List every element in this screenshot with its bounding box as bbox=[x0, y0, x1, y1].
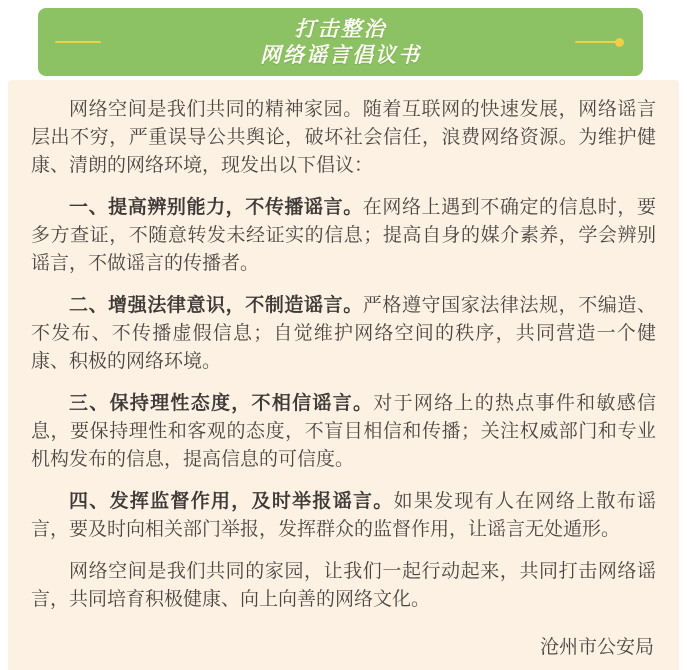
signature: 沧州市公安局 bbox=[539, 637, 654, 658]
paragraph-lead: 二、增强法律意识，不制造谣言。 bbox=[69, 295, 363, 316]
paragraph-text: 在网络上遇到不确定的信息时，要多方查证，不随意转发未经证实的信息；提高自身的媒介素养，学会辨别谣言，不做谣言的传播者。 bbox=[31, 197, 656, 274]
decor-dot-icon bbox=[615, 38, 624, 47]
right-decor-line-icon bbox=[575, 41, 622, 43]
document-body bbox=[8, 80, 679, 670]
page-title bbox=[38, 17, 643, 69]
paragraph-text: 如果发现有人在网络上散布谣言，要及时向相关部门举报，发挥群众的监督作用，让谣言无处遁形。 bbox=[31, 491, 656, 540]
title-line-1: 打击整治 bbox=[294, 18, 387, 41]
paragraph-text: 对于网络上的热点事件和敏感信息，要保持理性和客观的态度，不盲目相信和传播；关注权威部门和专业机构发布的信息，提高信息的可信度。 bbox=[31, 393, 656, 470]
paragraph-text: 网络空间是我们共同的精神家园。随着互联网的快速发展，网络谣言层出不穷，严重误导公共舆论，破坏社会信任，浪费网络资源。为维护健康、清朗的网络环境，现发出以下倡议： bbox=[31, 99, 656, 176]
item-2-paragraph bbox=[31, 292, 656, 376]
header-banner bbox=[38, 8, 643, 76]
paragraph-lead: 四、发挥监督作用，及时举报谣言。 bbox=[69, 491, 394, 512]
closing-paragraph bbox=[31, 558, 656, 614]
item-3-paragraph bbox=[31, 390, 656, 474]
paragraph-text: 严格遵守国家法律法规，不编造、不发布、不传播虚假信息；自觉维护网络空间的秩序，共同营造一个健康、积极的网络环境。 bbox=[31, 295, 656, 372]
item-1-paragraph bbox=[31, 194, 656, 278]
paragraph-text: 网络空间是我们共同的家园，让我们一起行动起来，共同打击网络谣言，共同培育积极健康、向上向善的网络文化。 bbox=[31, 561, 656, 610]
item-4-paragraph bbox=[31, 488, 656, 544]
title-line-2: 网络谣言倡议书 bbox=[260, 44, 421, 67]
paragraph-lead: 一、提高辨别能力，不传播谣言。 bbox=[69, 197, 363, 218]
intro-paragraph bbox=[31, 96, 656, 180]
paragraph-lead: 三、保持理性态度，不相信谣言。 bbox=[69, 393, 374, 414]
